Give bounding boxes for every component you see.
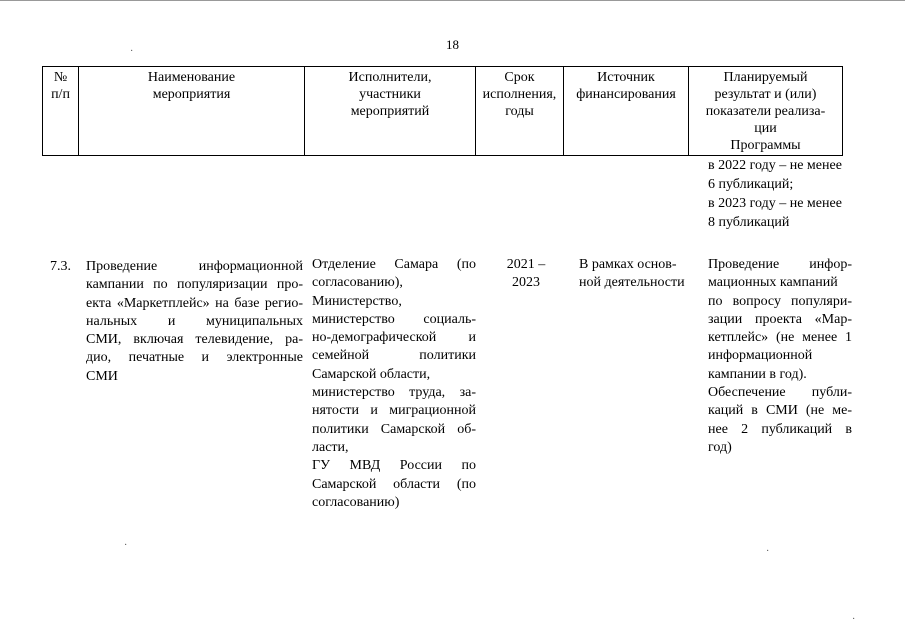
event-name-line: СМИ, включая телевидение, ра- [86,332,303,348]
result-continuation [708,156,855,232]
header-text: Исполнители, [348,70,432,85]
result-line: информационной [708,348,813,364]
result-line: зации проекта «Мар- [708,311,852,327]
event-name-line: СМИ [86,368,118,384]
executors-line: политики Самарской об- [312,421,476,437]
event-name-line: нальных и муниципальных [86,313,303,329]
top-edge-rule [0,0,905,1]
executors-line: Самарской области, [312,366,431,382]
header-text: финансирования [576,87,676,102]
header-text: мероприятия [152,87,231,102]
executors-line: но-демографической и [312,330,476,346]
header-text: участники [359,87,421,102]
scan-speck: · [124,540,128,551]
page-number: 18 [446,37,459,52]
funding-line: ной деятельности [579,275,685,291]
header-text: исполнения, [482,87,557,102]
result-line: мационных кампаний [708,275,838,291]
term-line: 2021 – [506,257,546,272]
executors-line: министерство труда, за- [312,385,476,401]
executors-line: семейной политики [312,348,476,364]
executors-line: ГУ МВД России по [312,458,476,474]
header-cell-executors [305,67,476,156]
header-text: годы [505,104,534,119]
table-header [42,66,843,156]
continuation-line: 8 публикаций [708,215,790,230]
continuation-line: в 2022 году – не менее [708,158,842,173]
funding-source [579,256,697,293]
result-line: кампании в год). [708,366,807,382]
header-text: результат и (или) [714,87,817,102]
header-cell-name [79,67,305,156]
executors-line: ласти, [312,439,349,455]
event-name-line: кампании по популяризации про- [86,277,303,293]
header-text: показатели реализа- [705,104,826,119]
result-line: каций в СМИ (не ме- [708,403,852,419]
header-cell-result [689,67,843,156]
header-cell-number [43,67,79,156]
header-cell-term [476,67,564,156]
header-text: Программы [730,138,801,153]
header-text: мероприятий [350,104,430,119]
header-text: ции [754,121,777,136]
event-name [86,258,303,386]
execution-term [490,256,562,293]
event-name-line: дио, печатные и электронные [86,350,303,366]
executors-line: Министерство, [312,293,402,309]
table-header-row [43,67,843,156]
header-text: № [53,70,68,85]
executors-line: Самарской области (по [312,476,476,492]
continuation-line: 6 публикаций; [708,177,794,192]
executors-line: согласованию), [312,275,403,291]
header-text: Планируемый [723,70,808,85]
scan-speck: · [852,614,856,625]
planned-result [708,256,852,457]
row-number: 7.3. [50,259,71,274]
header-text: п/п [51,87,70,102]
event-name-line: екта «Маркетплейс» на базе регио- [86,295,303,311]
funding-line: В рамках основ- [579,257,677,272]
result-line: по вопросу популяри- [708,293,852,309]
result-line: Обеспечение публи- [708,385,852,401]
event-name-line: Проведение информационной [86,259,303,274]
header-text: Наименование [147,70,236,85]
header-text: Срок [504,70,535,85]
executors-line: Отделение Самара (по [312,257,476,272]
executors [312,256,476,512]
executors-line: нятости и миграционной [312,403,476,419]
header-text: Источник [597,70,655,85]
scan-speck: · [766,546,770,557]
result-line: нее 2 публикаций в [708,421,852,437]
executors-line: министерство социаль- [312,311,476,327]
executors-line: согласованию) [312,494,400,510]
header-cell-funding [564,67,689,156]
scan-speck: · [130,46,134,57]
term-line: 2023 [512,275,540,291]
continuation-line: в 2023 году – не менее [708,196,842,211]
result-line: год) [708,439,732,455]
result-line: кетплейс» (не менее 1 [708,330,852,346]
result-line: Проведение инфор- [708,257,852,272]
